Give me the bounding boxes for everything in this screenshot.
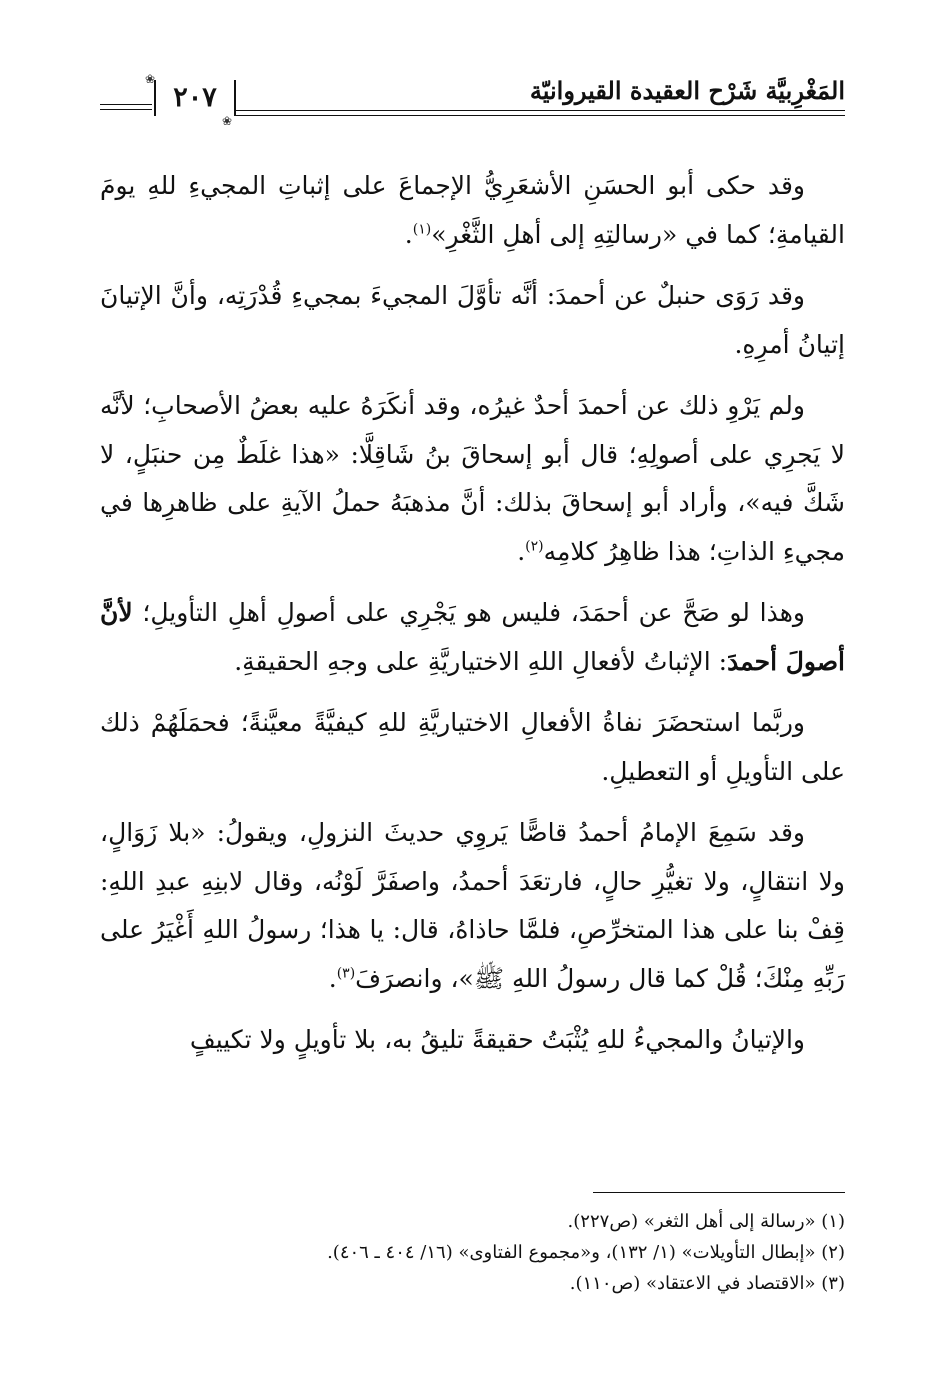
text-segment: وقد سَمِعَ الإمامُ أحمدُ قاصًّا يَروِي حديثَ النزولِ، ويقولُ: «بلا زَوَالٍ، ولا انتقالٍ، ولا تغيُّرِ حالٍ، فارتعَدَ أحمدُ، واصفَرَّ لَوْنُه، وقال لابنِهِ عبدِ اللهِ: قِفْ بنا على هذا المتخرِّصِ، فلمَّا حاذاهُ، قال: يا هذا؛ رسولُ اللهِ أَغْيَرُ على رَبِّهِ مِنْكَ؛ قُلْ كما قال رسولُ اللهِ ﷺ»، وانصرَفَ	[100, 818, 845, 993]
header-rule	[234, 110, 845, 116]
paragraph	[100, 809, 845, 1003]
text-segment: وقد حكى أبو الحسَنِ الأشعَرِيُّ الإجماعَ على إثباتِ المجيءِ للهِ يومَ القيامةِ؛ كما في «رسالتِهِ إلى أهلِ الثَّغْرِ»	[100, 171, 845, 249]
paragraph	[100, 382, 845, 576]
footnote-reference: (٢)	[525, 538, 544, 555]
paragraph	[100, 162, 845, 259]
book-title: المَغْرِبيَّة شَرْح العقيدة القيروانيّة	[529, 76, 845, 105]
paragraph	[100, 699, 845, 796]
paragraph	[100, 1016, 845, 1065]
main-text	[100, 162, 845, 1078]
paragraph	[100, 589, 845, 686]
sentence-end: .	[404, 219, 413, 249]
footnote-item: (١) «رسالة إلى أهل الثغر» (ص٢٢٧).	[567, 1211, 845, 1232]
page-number: ٢٠٧	[154, 80, 236, 116]
sentence-end: .	[517, 536, 526, 566]
footnote-separator	[593, 1192, 845, 1193]
text-segment: ولم يَرْوِ ذلك عن أحمدَ أحدٌ غيرُه، وقد أنكَرَهُ عليه بعضُ الأصحابِ؛ لأنَّه لا يَجرِي على أصولِهِ؛ قال أبو إسحاقَ بنُ شَاقِلَّا: «هذا غلَطٌ مِن حنبَلٍ، لا شَكَّ فيه»، وأراد أبو إسحاقَ بذلك: أنَّ مذهبَهُ حملُ الآيةِ على ظاهرِها في مجيءِ الذاتِ؛ هذا ظاهِرُ كلامِه	[100, 391, 845, 566]
footnote-item: (٢) «إبطال التأويلات» (١/ ١٣٢)، و«مجموع الفتاوى» (١٦/ ٤٠٤ ـ ٤٠٦).	[327, 1242, 845, 1263]
header-rule-left	[100, 104, 152, 110]
paragraph	[100, 272, 845, 369]
bold-phrase: لأنَّ أصولَ أحمدَ	[100, 598, 845, 676]
ornament-icon: ❀	[222, 114, 233, 128]
text-segment: وربَّما استحضَرَ نفاةُ الأفعالِ الاختياريَّةِ للهِ كيفيَّةً معيَّنةً؛ فحمَلَهُمْ ذلك على التأويلِ أو التعطيلِ.	[100, 708, 845, 786]
footnote-reference: (٣)	[336, 965, 356, 982]
text-segment: وقد رَوَى حنبلٌ عن أحمدَ: أنَّه تأوَّلَ المجيءَ بمجيءِ قُدْرَتِه، وأنَّ الإتيانَ إتيانُ أمرِهِ.	[100, 281, 845, 359]
text-segment: والإتيانُ والمجيءُ للهِ يُثْبَتُ حقيقةً تليقُ به، بلا تأويلٍ ولا تكييفٍ	[189, 1025, 805, 1054]
footnote-item: (٣) «الاقتصاد في الاعتقاد» (ص١١٠).	[569, 1273, 845, 1294]
running-header	[100, 70, 845, 130]
text-segment: وهذا لو صَحَّ عن أحمَدَ، فليس هو يَجْرِي على أصولِ أهلِ التأويلِ؛	[132, 598, 805, 627]
ornament-icon: ❀	[145, 72, 156, 86]
footnote-reference: (١)	[412, 221, 432, 238]
sentence-end: .	[328, 963, 337, 993]
footnotes	[100, 1206, 845, 1299]
text-segment: : الإثباتُ لأفعالِ اللهِ الاختياريَّةِ على وجهِ الحقيقةِ.	[234, 646, 728, 676]
